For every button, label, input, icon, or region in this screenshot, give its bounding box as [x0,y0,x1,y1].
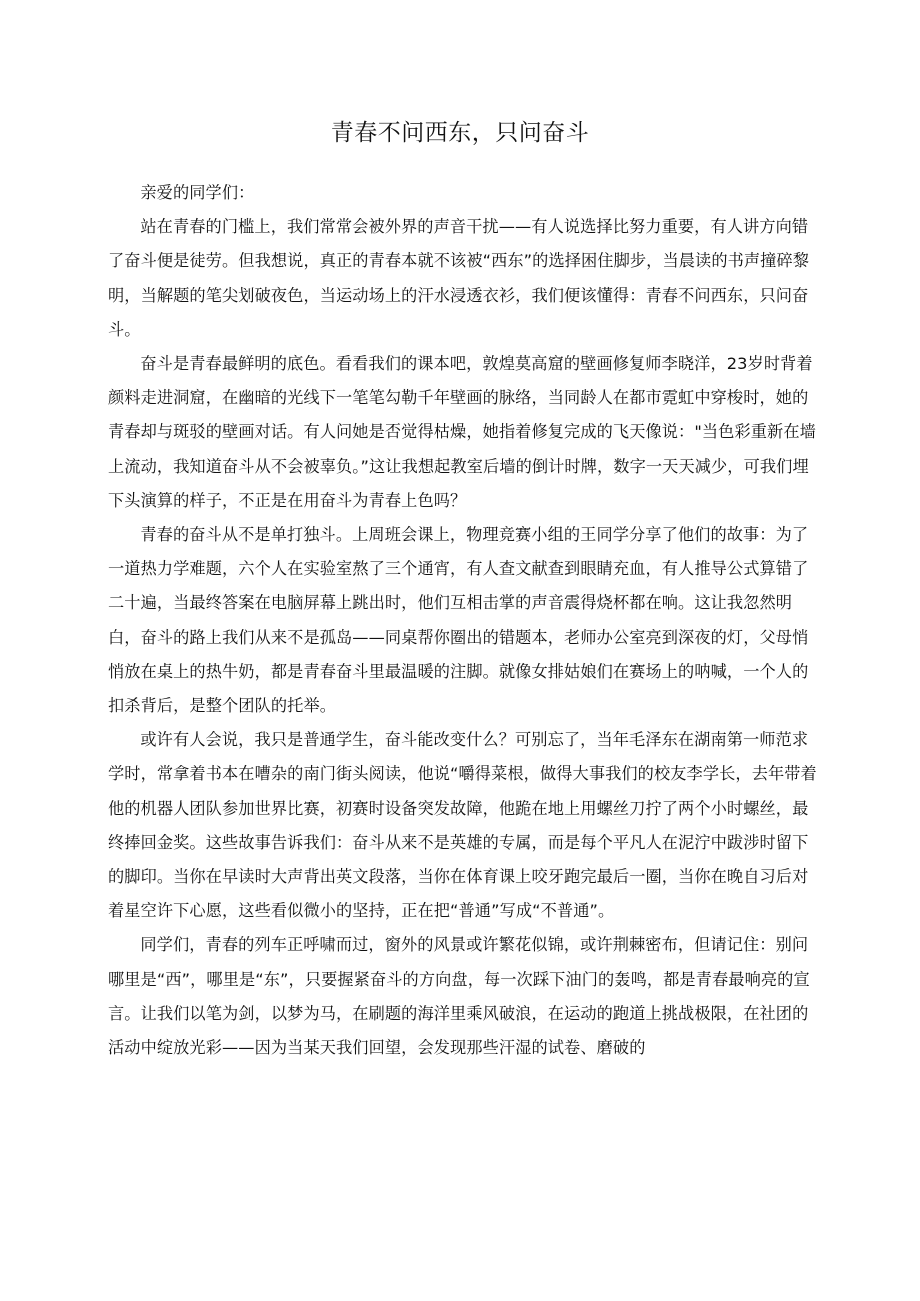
paragraph-2: 奋斗是青春最鲜明的底色。看看我们的课本吧，敦煌莫高窟的壁画修复师李晓洋，23岁时背着颜料走进洞窟，在幽暗的光线下一笔笔勾勒千年壁画的脉络，当同龄人在都市霓虹中穿梭时，她的青春却与斑驳的壁画对话。有人问她是否觉得枯燥，她指着修复完成的飞天像说："当色彩重新在墙上流动，我知道奋斗从不会被辜负。”这让我想起教室后墙的倒计时牌，数字一天天减少，可我们埋下头演算的样子，不正是在用奋斗为青春上色吗？ [108,354,816,510]
greeting: 亲爱的同学们： [140,183,255,202]
paragraph-1: 站在青春的门槛上，我们常常会被外界的声音干扰——有人说选择比努力重要，有人讲方向错了奋斗便是徒劳。但我想说，真正的青春本就不该被“西东”的选择困住脚步，当晨读的书声撞碎黎明，当解题的笔尖划破夜色，当运动场上的汗水浸透衣衫，我们便该懂得：青春不问西东，只问奋斗。 [108,217,810,339]
document-title: 青春不问西东，只问奋斗 [330,120,590,146]
paragraph-3: 青春的奋斗从不是单打独斗。上周班会课上，物理竞赛小组的王同学分享了他们的故事：为了一道热力学难题，六个人在实验室熬了三个通宵，有人查文献查到眼睛充血，有人推导公式算错了二十遍，当最终答案在电脑屏幕上跳出时，他们互相击掌的声音震得烧杯都在响。这让我忽然明白，奋斗的路上我们从来不是孤岛——同桌帮你圈出的错题本，老师办公室亮到深夜的灯，父母悄悄放在桌上的热牛奶，都是青春奋斗里最温暖的注脚。就像女排姑娘们在赛场上的呐喊，一个人的扣杀背后，是整个团队的托举。 [108,525,809,716]
document-body [108,176,818,1065]
paragraph-4: 或许有人会说，我只是普通学生，奋斗能改变什么？可别忘了，当年毛泽东在湖南第一师范求学时，常拿着书本在嘈杂的南门街头阅读，他说“嚼得菜根，做得大事我们的校友李学长，去年带着他的机器人团队参加世界比赛，初赛时设备突发故障，他跪在地上用螺丝刀拧了两个小时螺丝，最终捧回金奖。这些故事告诉我们：奋斗从来不是英雄的专属，而是每个平凡人在泥泞中跋涉时留下的脚印。当你在早读时大声背出英文段落，当你在体育课上咬牙跑完最后一圈，当你在晚自习后对着星空许下心愿，这些看似微小的坚持，正在把“普通”写成“不普通”。 [108,730,817,921]
paragraph-5: 同学们，青春的列车正呼啸而过，窗外的风景或许繁花似锦，或许荆棘密布，但请记住：别问哪里是“西”，哪里是“东”，只要握紧奋斗的方向盘，每一次踩下油门的轰鸣，都是青春最响亮的宣言。让我们以笔为剑，以梦为马，在刷题的海洋里乘风破浪，在运动的跑道上挑战极限，在社团的活动中绽放光彩——因为当某天我们回望，会发现那些汗湿的试卷、磨破的 [108,935,810,1058]
